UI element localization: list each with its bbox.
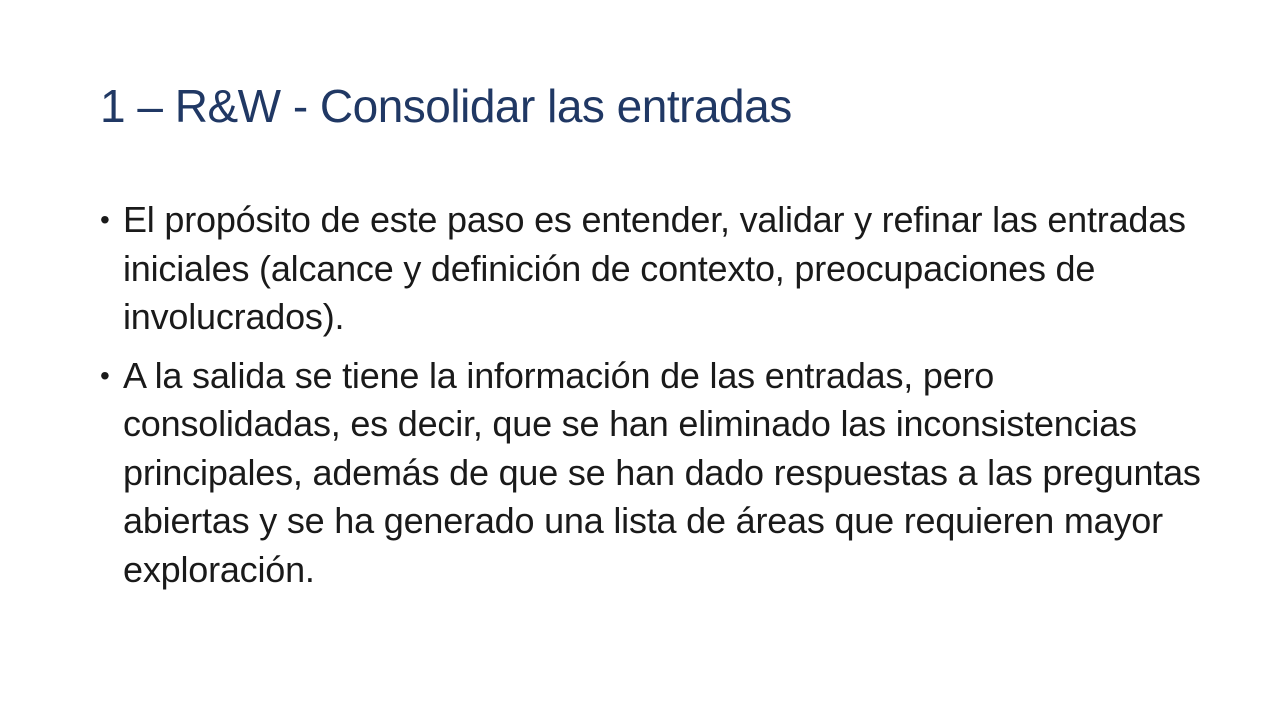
bullet-icon: • (100, 204, 110, 235)
bullet-item-salida (100, 352, 1210, 595)
bullet-icon: • (100, 359, 110, 391)
bullet-text: A la salida se tiene la información de las entradas, pero consolidadas, es decir, que se han eliminado las inconsistencias principales, además de que se han dado respuestas a las preguntas abiertas y se ha generado una lista de áreas que requieren mayor exploración. (123, 354, 1201, 590)
bullet-list (100, 196, 1210, 604)
bullet-text: El propósito de este paso es entender, validar y refinar las entradas iniciales (alcance y definición de contexto, preocupaciones de involucrados). (123, 199, 1186, 337)
bullet-item-proposito (100, 196, 1210, 342)
slide-title: 1 – R&W - Consolidar las entradas (100, 80, 792, 132)
